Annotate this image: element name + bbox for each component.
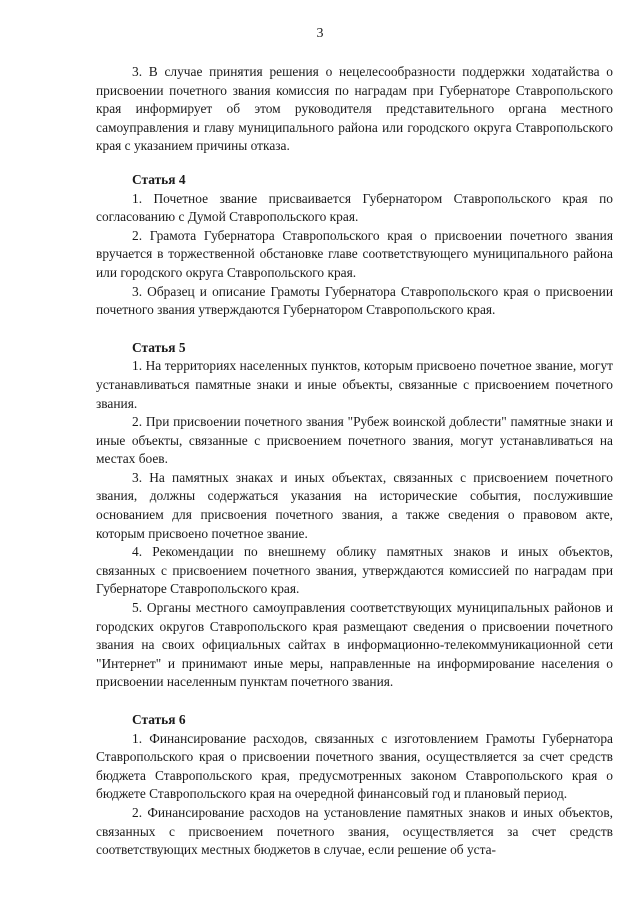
article-5 bbox=[96, 339, 613, 692]
paragraph: 3. В случае принятия решения о нецелесообразности поддержки ходатайства о присвоении почетного звания комиссия по наградам при Губернаторе Ставропольского края информирует об этом руководителя представительного органа местного самоуправления и главу муниципального района или городского округа Ставропольского края с указанием причины отказа. bbox=[96, 64, 613, 154]
paragraph: 2. Финансирование расходов на установление памятных знаков и иных объектов, связанных с присвоением почетного звания, осуществляется за счет средств соответствующих местных бюджетов в случае, если решение об уста- bbox=[96, 804, 613, 858]
article-6 bbox=[96, 711, 613, 860]
paragraph: 2. При присвоении почетного звания "Рубеж воинской доблести" памятные знаки и иные объекты, связанные с присвоением почетного звания, могут устанавливаться на местах боев. bbox=[96, 414, 613, 467]
article-4 bbox=[96, 171, 613, 320]
paragraph: 2. Грамота Губернатора Ставропольского края о присвоении почетного звания вручается в торжественной обстановке главе соответствующего муниципального района или городского округа Ставропольского края. bbox=[96, 227, 613, 280]
paragraph: 3. На памятных знаках и иных объектах, связанных с присвоением почетного звания, должны содержаться указания на исторические события, послужившие основанием для присвоения почетного звания, а также сведения о правовом акте, которым присвоено почетное звание. bbox=[96, 469, 613, 541]
paragraph: 1. На территориях населенных пунктов, которым присвоено почетное звание, могут устанавливаться памятные знаки и иные объекты, связанные с присвоением почетного звания. bbox=[96, 358, 613, 411]
paragraph: 5. Органы местного самоуправления соответствующих муниципальных районов и городских округов Ставропольского края размещают сведения о присвоении почетного звания на своих официальных сайтах в информационно-телекоммуникационной сети "Интернет" и принимают иные меры, направленные на информирование населения о присвоении населенным пунктам почетного звания. bbox=[96, 600, 613, 690]
paragraph: 3. Образец и описание Грамоты Губернатора Ставропольского края о присвоении почетного звания утверждаются Губернатором Ставропольского края. bbox=[96, 283, 613, 318]
paragraph: 4. Рекомендации по внешнему облику памятных знаков и иных объектов, связанных с присвоением почетного звания, утверждаются комиссией по наградам при Губернаторе Ставропольского края. bbox=[96, 544, 613, 597]
intro-section bbox=[96, 63, 613, 156]
page-number: 3 bbox=[316, 26, 324, 41]
article-title: Статья 5 bbox=[132, 339, 186, 355]
paragraph: 1. Почетное звание присваивается Губернатором Ставропольского края по согласованию с Думой Ставропольского края. bbox=[96, 190, 613, 225]
document-body bbox=[96, 63, 613, 860]
paragraph: 1. Финансирование расходов, связанных с изготовлением Грамоты Губернатора Ставропольского края о присвоении почетного звания, осуществляется за счет средств бюджета Ставропольского края, предусмотренных законом Ставропольского края о бюджете Ставропольского края на очередной финансовый год и плановый период. bbox=[96, 730, 613, 802]
article-title: Статья 6 bbox=[132, 712, 186, 727]
article-title: Статья 4 bbox=[132, 171, 186, 187]
